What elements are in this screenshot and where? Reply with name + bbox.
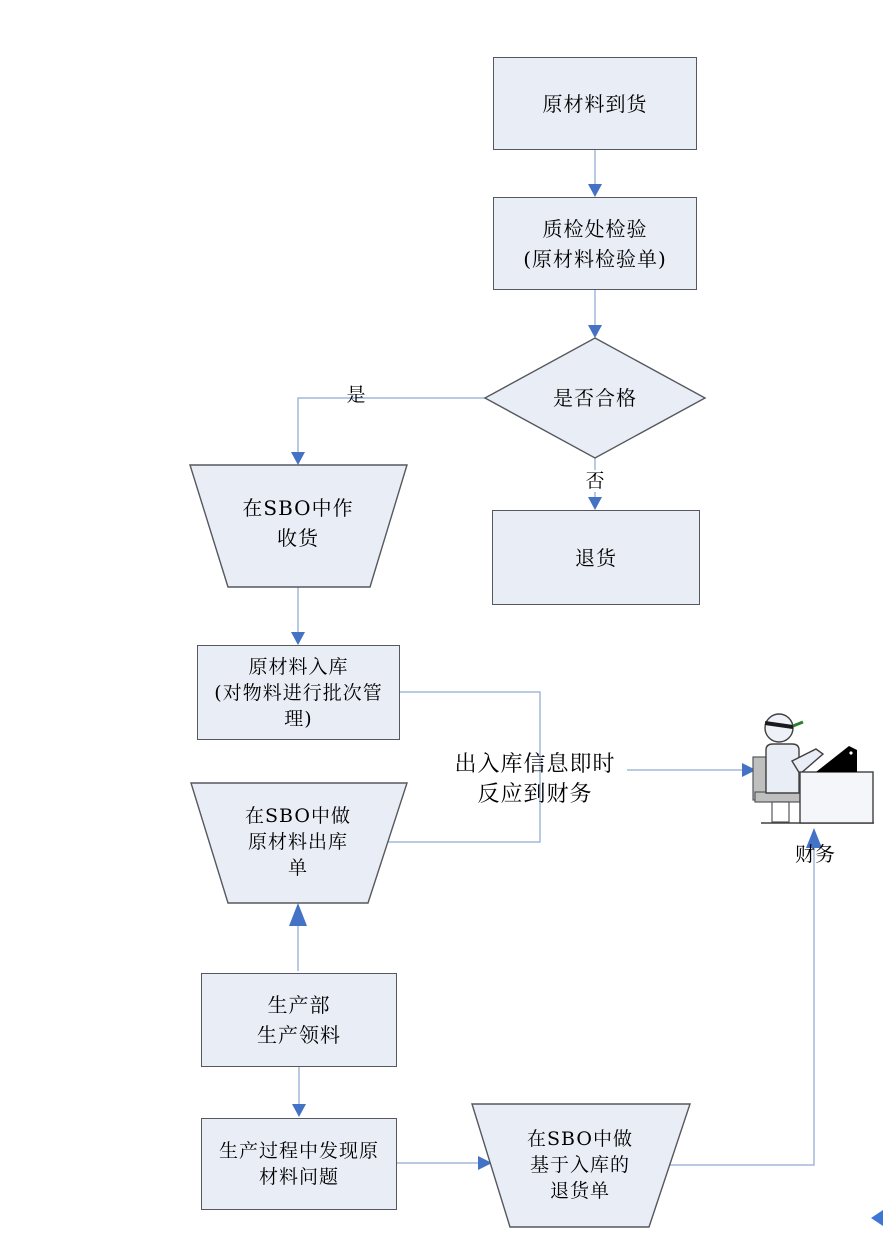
node-return-goods — [492, 510, 700, 605]
arrowhead-down-problem — [292, 1104, 306, 1117]
node-warehouse-in — [197, 645, 400, 740]
trapezoid-sbo-receipt-label: 在SBO中作 收货 — [242, 496, 354, 550]
connector-return-finance — [670, 846, 814, 1165]
edge-label-yes: 是 — [346, 384, 366, 406]
node-production-pick-label: 生产部 生产领料 — [257, 993, 341, 1047]
node-production-problem — [201, 1118, 397, 1210]
scroll-left-arrow-icon — [871, 1210, 883, 1226]
trapezoid-sbo-return-label: 在SBO中做 基于入库的 退货单 — [527, 1128, 633, 1202]
node-inspection-label: 质检处检验 (原材料检验单) — [523, 216, 667, 271]
node-arrival-label: 原材料到货 — [542, 91, 648, 116]
arrowhead-down-qualified — [588, 325, 602, 338]
node-warehouse-in-label: 原材料入库 (对物料进行批次管 理) — [214, 655, 383, 730]
finance-note-label: 出入库信息即时 反应到财务 — [454, 752, 616, 807]
arrowhead-down-return — [588, 497, 602, 510]
edge-label-no: 否 — [582, 470, 608, 492]
arrowhead-up-issue — [289, 903, 307, 926]
arrowhead-down-warehousein — [291, 632, 305, 645]
arrowhead-down-receipt — [291, 452, 305, 465]
finance-person-icon — [753, 714, 874, 823]
node-inspection — [493, 197, 697, 290]
node-production-problem-label: 生产过程中发现原 材料问题 — [218, 1140, 379, 1188]
node-production-pick — [201, 973, 397, 1067]
connector-qualified-yes — [298, 398, 485, 452]
node-arrival — [493, 57, 697, 150]
node-return-goods-label: 退货 — [575, 545, 617, 570]
trapezoid-sbo-issue-label: 在SBO中做 原材料出库 单 — [245, 805, 351, 879]
decision-qualified-label: 是否合格 — [553, 386, 637, 410]
arrowhead-down-inspection — [588, 184, 602, 197]
finance-role-label: 财务 — [795, 842, 835, 866]
